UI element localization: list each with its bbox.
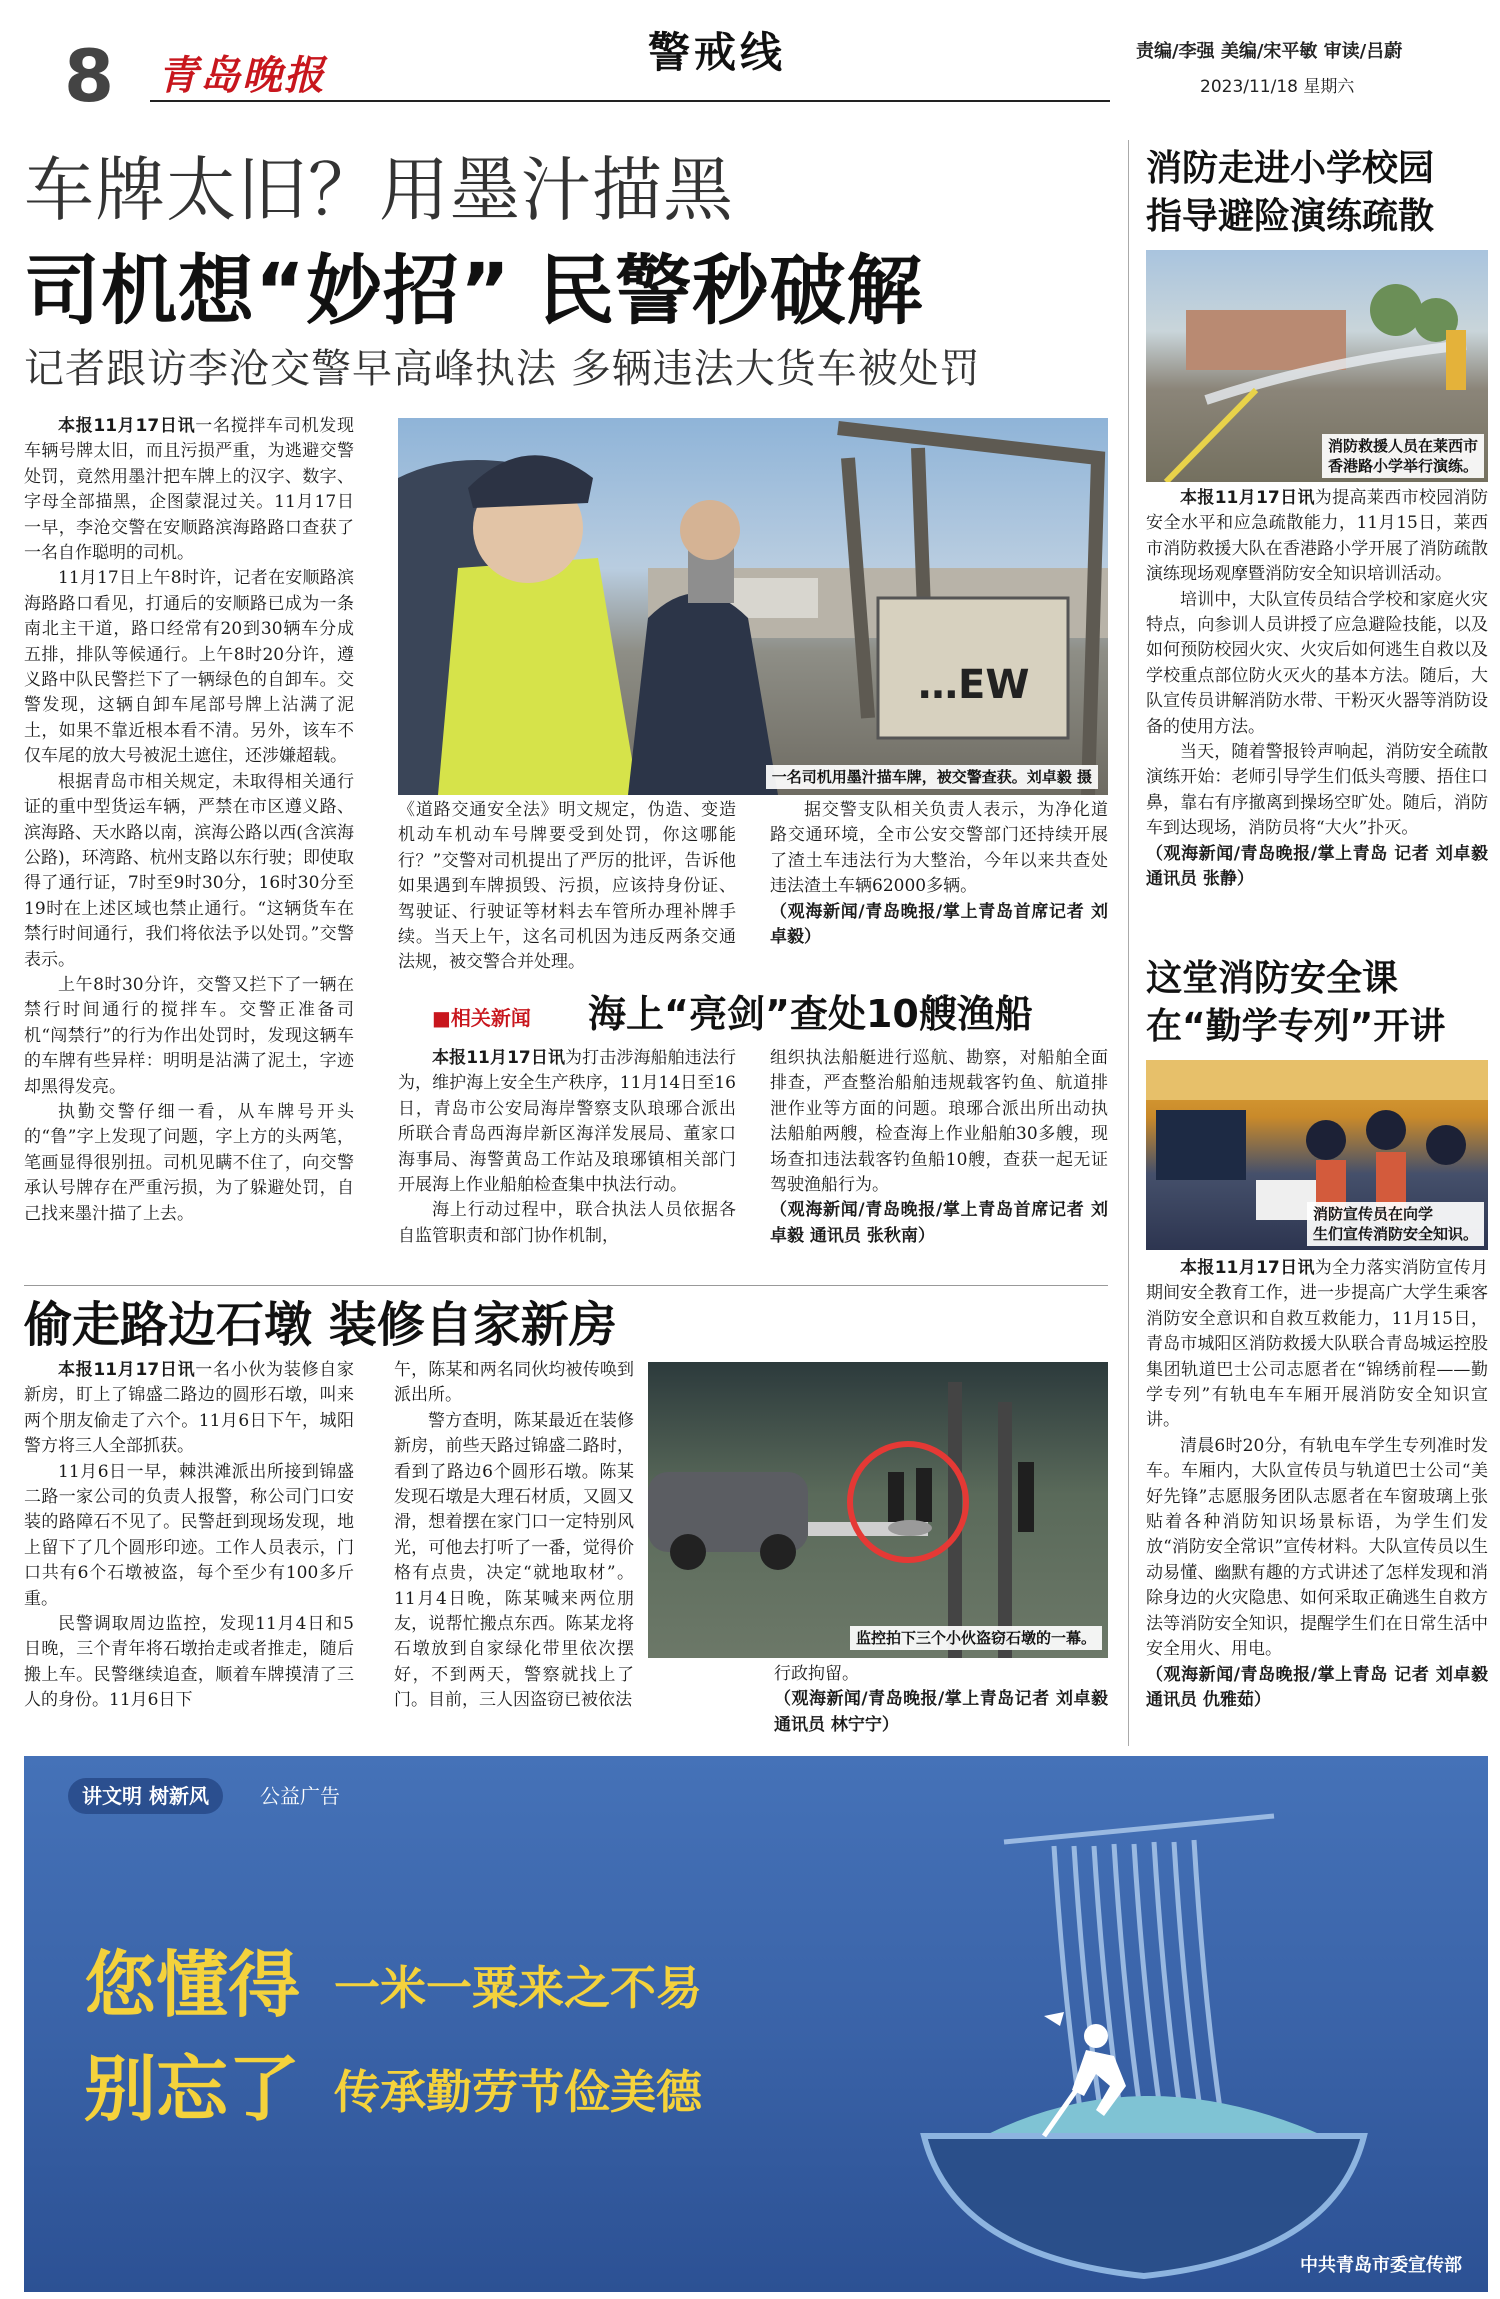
story1-text-col3: 据交警支队相关负责人表示，为净化道路交通环境，全市公安交警部门还持续开展了渣土车违法行为大整治，今年以来共查处违法渣土车辆62000多辆。 bbox=[770, 800, 1108, 897]
story3-text-4: 午，陈某和两名同伙均被传唤到派出所。 bbox=[394, 1360, 634, 1406]
story4-headline-2: 指导避险演练疏散 bbox=[1146, 196, 1435, 237]
story3-byline: （观海新闻/青岛晚报/掌上青岛记者 刘卓毅 通讯员 林宁宁） bbox=[774, 1689, 1108, 1735]
story3-text-5: 警方查明，陈某最近在装修新房，前些天路过锦盛二路时，看到了路边6个圆形石墩。陈某发现石墩是大理石材质，又圆又滑，想着摆在家门口一定特别风光，可他去打听了一番，觉得价格有点贵，决定“就地取材”。11月4日晚，陈某喊来两位朋友，说帮忙搬点东西。陈某龙将石墩放到自家绿化带里依次摆好，不到两天，警察就找上了门。目前，三人因盗窃已被依法 bbox=[394, 1410, 634, 1711]
story3-text-6: 行政拘留。 bbox=[774, 1664, 859, 1684]
story1-subhead: 记者跟访李沧交警早高峰执法 多辆违法大货车被处罚 bbox=[24, 346, 981, 392]
story3-photo bbox=[648, 1362, 1108, 1658]
story2-text-3: 组织执法船艇进行巡航、勘察，对船舶全面排查，严查整治船舶违规载客钓鱼、航道排泄作业等方面的问题。琅琊合派出所出动执法船舶两艘，检查海上作业船舶30多艘，现场查扣违法载客钓鱼船10艘，查获一起无证驾驶渔船行为。 bbox=[770, 1048, 1108, 1196]
story1-text-2: 11月17日上午8时许，记者在安顺路滨海路路口看见，打通后的安顺路已成为一条南北主干道，路口经常有20到30辆车分成五排，排队等候通行。上午8时20分许，遵义路中队民警拦下了一辆绿色的自卸车。交警发现，这辆自卸车尾部号牌上沾满了泥土，如果不靠近根本看不清。另外，该车不仅车尾的放大号被泥土遮住，还涉嫌超载。 bbox=[24, 568, 354, 767]
story5-headline-2: 在“勤学专列”开讲 bbox=[1146, 1006, 1446, 1047]
story2-tag: ■相关新闻 bbox=[432, 1006, 531, 1030]
story4-lead-tag: 本报11月17日讯 bbox=[1180, 488, 1315, 508]
story2-lead-tag: 本报11月17日讯 bbox=[432, 1048, 566, 1068]
story2-column-1 bbox=[398, 1046, 736, 1278]
issue-date: 2023/11/18 星期六 bbox=[1200, 77, 1355, 97]
ad-sponsor: 中共青岛市委宣传部 bbox=[1300, 2255, 1462, 2276]
story2-text-1: 为打击涉海船舶违法行为，维护海上安全生产秩序，11月14日至16日，青岛市公安局海岸警察支队琅琊合派出所联合青岛西海岸新区海洋发展局、董家口海事局、海警黄岛工作站及琅琊镇相关部门开展海上作业船舶检查集中执法行动。 bbox=[398, 1048, 736, 1196]
traffic-stop-illustration bbox=[398, 418, 1108, 795]
story2-headline: 海上“亮剑”查处10艘渔船 bbox=[588, 992, 1033, 1036]
story4-photo-caption bbox=[1322, 434, 1484, 478]
story5-lead-tag: 本报11月17日讯 bbox=[1180, 1258, 1315, 1278]
story1-text-4: 上午8时30分许，交警又拦下了一辆在禁行时间通行的搅拌车。交警正准备司机“闯禁行”的行为作出处罚时，发现这辆车的车牌有些异样：明明是沾满了泥土，字迹却黑得发亮。 bbox=[24, 974, 354, 1097]
ad-type: 公益广告 bbox=[260, 1784, 340, 1808]
ad-slogan-1-small: 一米一粟来之不易 bbox=[334, 1961, 702, 2015]
story3-photo-caption: 监控拍下三个小伙盗窃石墩的一幕。 bbox=[850, 1626, 1102, 1650]
masthead-rule bbox=[150, 100, 1110, 102]
story4-byline: （观海新闻/青岛晚报/掌上青岛 记者 刘卓毅 通讯员 张静） bbox=[1146, 843, 1488, 890]
story4-text-1: 为提高莱西市校园消防安全水平和应急疏散能力，11月15日，莱西市消防救援大队在香港路小学开展了消防疏散演练现场观摩暨消防安全知识培训活动。 bbox=[1146, 488, 1488, 585]
story1-text-3: 根据青岛市相关规定，未取得相关通行证的重中型货运车辆，严禁在市区遵义路、滨海路、天水路以南，滨海公路以西(含滨海公路)，环湾路、杭州支路以东行驶；即使取得了通行证，7时至9时30分，16时30分至19时在上述区域也禁止通行。“这辆货车在禁行时间通行，我们将依法予以处罚。”交警表示。 bbox=[24, 771, 354, 970]
story5-caption-line2: 生们宣传消防安全知识。 bbox=[1312, 1225, 1478, 1243]
story5-photo bbox=[1146, 1060, 1488, 1250]
page-number: 8 bbox=[64, 34, 115, 118]
story2-column-2 bbox=[770, 1046, 1108, 1278]
ad-tag: 讲文明 树新风 bbox=[68, 1778, 223, 1814]
ad-slogan-1-big: 您懂得 bbox=[84, 1943, 301, 2027]
paper-logo: 青岛晚报 bbox=[158, 52, 326, 99]
story1-column-2 bbox=[398, 798, 736, 978]
story3-column-1 bbox=[24, 1358, 354, 1746]
story1-kicker: 车牌太旧？用墨汁描黑 bbox=[24, 149, 734, 231]
story4-text-3: 当天，随着警报铃声响起，消防安全疏散演练开始：老师引导学生们低头弯腰、捂住口鼻，靠右有序撤离到操场空旷处。随后，消防车到达现场，消防员将“大火”扑灭。 bbox=[1146, 742, 1488, 839]
story1-text-col2: 《道路交通安全法》明文规定，伪造、变造机动车机动车号牌要受到处罚，你这哪能行？”交警对司机提出了严厉的批评，告诉他如果遇到车牌损毁、污损，应该持身份证、驾驶证、行驶证等材料去车管所办理补牌手续。当天上午，这名司机因为违反两条交通法规，被交警合并处理。 bbox=[398, 800, 736, 973]
story5-text-2: 清晨6时20分，有轨电车学生专列准时发车。车厢内，大队宣传员与轨道巴士公司“美好先锋”志愿服务团队志愿者在车窗玻璃上张贴着各种消防知识场景标语，为学生们发放“消防安全常识”宣传材料。大队宣传员以生动易懂、幽默有趣的方式讲述了怎样发现和消除身边的火灾隐患、如何采取正确逃生自救方法等消防安全知识，提醒学生们在日常生活中安全用火、用电。 bbox=[1146, 1435, 1488, 1660]
story5-headline-1: 这堂消防安全课 bbox=[1146, 958, 1399, 999]
story1-column-1 bbox=[24, 414, 354, 1279]
story5-byline: （观海新闻/青岛晚报/掌上青岛 记者 刘卓毅 通讯员 仇雅茹） bbox=[1146, 1664, 1488, 1710]
story1-lead-tag: 本报11月17日讯 bbox=[58, 416, 196, 436]
story1-photo-caption: 一名司机用墨汁描车牌，被交警查获。刘卓毅 摄 bbox=[766, 765, 1098, 789]
story4-column bbox=[1146, 486, 1488, 946]
svg-text:…EW: …EW bbox=[918, 662, 1030, 708]
story3-text-2: 11月6日一早，棘洪滩派出所接到锦盛二路一家公司的负责人报警，称公司门口安装的路障石不见了。民警赶到现场发现，地上留下了几个圆形印迹。工作人员表示，门口共有6个石墩被盗，每个至少有100多斤重。 bbox=[24, 1461, 354, 1609]
ad-slogan-2-big: 别忘了 bbox=[84, 2047, 301, 2131]
story1-byline: （观海新闻/青岛晚报/掌上青岛首席记者 刘卓毅） bbox=[770, 901, 1108, 948]
story5-caption-line1: 消防宣传员在向学 bbox=[1312, 1205, 1433, 1223]
section-title: 警戒线 bbox=[648, 28, 787, 77]
surveillance-illustration bbox=[648, 1362, 1108, 1658]
story3-column-3 bbox=[774, 1662, 1108, 1746]
story3-text-3: 民警调取周边监控，发现11月4日和5日晚，三个青年将石墩抬走或者推走，随后搬上车。民警继续追查，顺着车牌摸清了三人的身份。11月6日下 bbox=[24, 1614, 354, 1711]
story4-caption-line1: 消防救援人员在莱西市 bbox=[1327, 437, 1478, 455]
sidebar-divider bbox=[1128, 140, 1129, 1746]
story1-photo bbox=[398, 418, 1108, 795]
story1-headline: 司机想“妙招” 民警秒破解 bbox=[24, 246, 924, 335]
noodle-bowl-illustration bbox=[864, 1756, 1424, 2292]
public-service-ad bbox=[24, 1756, 1488, 2292]
story-divider bbox=[24, 1285, 1108, 1286]
story5-text-1: 为全力落实消防宣传月期间安全教育工作，进一步提高广大学生乘客消防安全意识和自救互救能力，11月15日，青岛市城阳区消防救援大队联合青岛城运控股集团轨道巴士公司志愿者在“锦绣前程——勤学专列”有轨电车车厢开展消防安全知识宣讲。 bbox=[1146, 1258, 1488, 1431]
story1-text-5: 执勤交警仔细一看，从车牌号开头的“鲁”字上发现了问题，字上方的头两笔，笔画显得很别扭。司机见瞒不住了，向交警承认号牌存在严重污损，为了躲避处罚，自己找来墨汁描了上去。 bbox=[24, 1101, 354, 1224]
story1-column-3 bbox=[770, 798, 1108, 978]
story3-headline: 偷走路边石墩 装修自家新房 bbox=[24, 1297, 617, 1353]
story3-column-2 bbox=[394, 1358, 634, 1746]
story1-text-1: 一名搅拌车司机发现车辆号牌太旧，而且污损严重，为逃避交警处罚，竟然用墨汁把车牌上的汉字、数字、字母全部描黑，企图蒙混过关。11月17日一早，李沧交警在安顺路滨海路路口查获了一名自作聪明的司机。 bbox=[24, 416, 354, 564]
story2-text-2: 海上行动过程中，联合执法人员依据各自监管职责和部门协作机制， bbox=[398, 1200, 736, 1246]
story3-text-1: 一名小伙为装修自家新房，盯上了锦盛二路边的圆形石墩，叫来两个朋友偷走了六个。11月6日下午，城阳警方将三人全部抓获。 bbox=[24, 1360, 354, 1457]
ad-slogan-2-small: 传承勤劳节俭美德 bbox=[334, 2065, 702, 2119]
story3-lead-tag: 本报11月17日讯 bbox=[58, 1360, 196, 1380]
story2-byline: （观海新闻/青岛晚报/掌上青岛首席记者 刘卓毅 通讯员 张秋南） bbox=[770, 1200, 1108, 1246]
story4-text-2: 培训中，大队宣传员结合学校和家庭火灾特点，向参训人员讲授了应急避险技能，以及如何预防校园火灾、火灾后如何逃生自救以及学校重点部位防火灭火的基本方法。随后，大队宣传员讲解消防水带、干粉灭火器等消防设备的使用方法。 bbox=[1146, 589, 1488, 737]
story4-caption-line2: 香港路小学举行演练。 bbox=[1327, 457, 1478, 475]
story5-photo-caption bbox=[1307, 1202, 1484, 1246]
editors-line: 责编/李强 美编/宋平敏 审读/吕蔚 bbox=[1136, 41, 1403, 62]
story5-column bbox=[1146, 1256, 1488, 1746]
story4-photo bbox=[1146, 250, 1488, 482]
story4-headline-1: 消防走进小学校园 bbox=[1146, 148, 1435, 189]
masthead bbox=[0, 0, 1500, 120]
